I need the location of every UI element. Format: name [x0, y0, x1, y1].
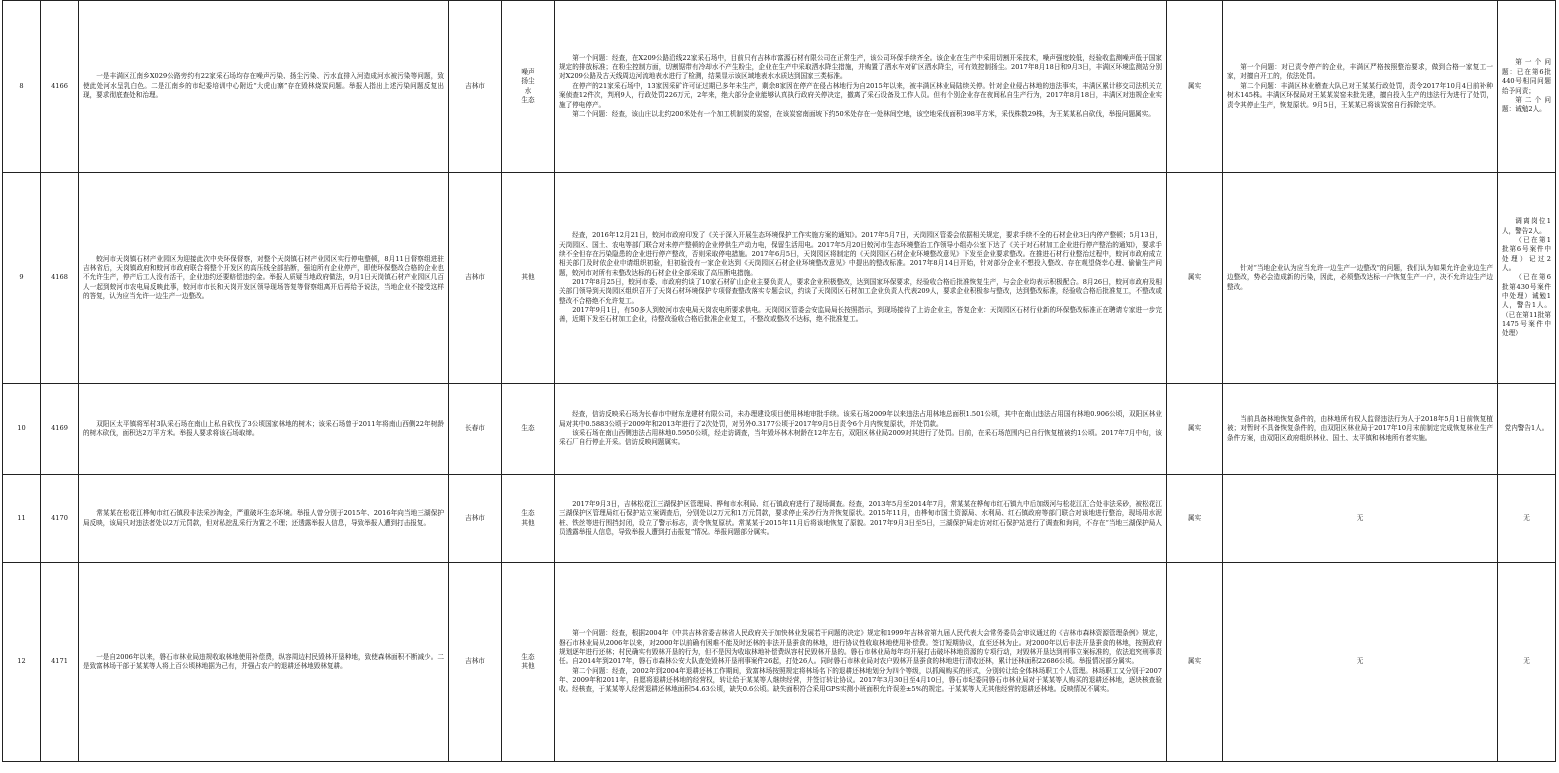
- accountability-paragraph: （已在第6批第430号案件中处理）诫勉1人，警告1人。（已在第11批第1475号案件中处理）: [1502, 273, 1551, 338]
- rectification-paragraph: 第二个问题：丰满区林业稽查大队已对王某某行政处罚，责令2017年10月4日前补种树木145株。丰满区环保局对王某某炭窑未批先建，擅自投入生产的违法行为进行了处罚，责令其停止生产，恢复原状。9月5日，王某某已将该炭窑自行拆除完毕。: [1227, 81, 1493, 109]
- complaint-cell: [79, 173, 449, 384]
- accountability-paragraph: 无: [1523, 513, 1530, 522]
- row-number: 12: [3, 563, 41, 762]
- pollution-type-cell: [502, 563, 555, 762]
- complaint-cell: [79, 475, 449, 563]
- result-paragraph: 第一个问题：经查，在X209公路沿线22家采石场中，目前只有吉林市富源石材有限公司在正常生产，该公司环保手续齐全。该企业在生产中采用切割开采技术，噪声强度较低，经验收监测噪声低于国家规定的排放标准；在粉尘控制方面，切割锯带有冷却水不产生粉尘，企业在生产中采取洒水降尘措施，并购置了洒水车对矿区洒水降尘，可有效控制扬尘。2017年8月18日和9月3日，丰满区环境监测站分别对X209公路及古天线周边河流地表水进行了检测，结果显示该区域地表水水质达到国家三类标准。: [559, 53, 1162, 81]
- result-paragraph: 2017年9月3日，吉林松花江三湖保护区管理局、桦甸市水利局、红石镇政府进行了现场调查。经查，2013年5月至2014年7月，常某某在桦甸市红石镇九中后加级河与松花江汇合处非法采砂，被松花江三湖保护区管理局红石保护站立案调查后，分别处以2万元和1万元罚款，要求停止采沙行为并恢复原状。2015年11月，由桦甸市国土资源局、水利局、红石镇政府等部门联合对该地进行整治，现场用水泥桩、铁丝等进行围挡封闭，设立了警示标志，责令恢复原状。常某某于2015年11月后将该地恢复了原貌。2017年9月3日至5日，三湖保护局走访对红石保护站进行了调查和询问，不存在“当地三湖保护局人员透露举报人信息，导致举报人遭到打击报复”情况。举报问题部分属实。: [559, 499, 1162, 536]
- investigation-result-cell: [555, 475, 1167, 563]
- case-id: 4171: [41, 563, 79, 762]
- verdict-cell: 属实: [1167, 384, 1223, 475]
- rectification-cell: [1223, 173, 1498, 384]
- table-row: [3, 1, 1556, 173]
- row-number: 8: [3, 1, 41, 173]
- pollution-type-cell: [502, 384, 555, 475]
- verdict-cell: 属实: [1167, 1, 1223, 173]
- rectification-cell: [1223, 1, 1498, 173]
- verdict-cell: 属实: [1167, 173, 1223, 384]
- accountability-paragraph: 调离岗位1人，警告2人。: [1502, 217, 1551, 235]
- accountability-cell: [1498, 1, 1556, 173]
- investigation-result-cell: [555, 1, 1167, 173]
- case-id: 4166: [41, 1, 79, 173]
- pollution-type: 生态: [521, 95, 535, 104]
- city-cell: 吉林市: [449, 1, 502, 173]
- pollution-type-cell: [502, 173, 555, 384]
- pollution-type: 生态: [521, 424, 535, 433]
- complaint-text: 一是丰满区江南乡X029公路旁约有22家采石场均存在噪声污染、扬尘污染、污水直排入河造成河水被污染等问题，致使此处河水呈乳白色。二是江南乡的市纪委培训中心附近“大虎山寨”存在毁林烧炭问题。举报人指出上述污染问题反复出现，要求彻底查处和治理。: [83, 72, 444, 100]
- city-cell: 吉林市: [449, 563, 502, 762]
- row-number: 11: [3, 475, 41, 563]
- rectification-paragraph: 无: [1356, 513, 1364, 522]
- result-paragraph: 在停产的21家采石场中，13家因采矿许可证过期已多年未生产，剩余8家因在停产在侵占林地行为自2015年以来，被丰满区林业局陆续关停。针对企业侵占林地的违法事实，丰满区累计移交司法机关立案侦查12件次，判刑9人，行政处罚226万元，2年来，绝大部分企业能够认真执行政府关停决定，撤离了采石设备及工作人员。但有个别企业存在夜间私自生产行为，2017年8月18日，丰满区对违规企业实施了停电停产。: [559, 81, 1162, 109]
- city-cell: 长春市: [449, 384, 502, 475]
- result-paragraph: 第一个问题：经查，根据2004年《中共吉林省委吉林省人民政府关于加快林业发展若干问题的决定》规定和1999年吉林省第九届人民代表大会常务委员会审议通过的《吉林市森林资源管理条例》规定，磐石市林业局从2006年以来，对2000年以前确有困难不能及时还林的非法开垦蚕食的林地，进行协议性收取林地使用补偿费。签订短期协议，直至还林为止。对2000年以后非法开垦蚕食的林地，按照政府规划逐年进行还林；村民确实有毁林开垦的行为，但不是因为收取林地补偿费纵容村民毁林开垦的。磐石市林业局每年均开展打击破坏林地资源的专项行动，对毁林开垦达到刑事立案标准的，依法追究刑事责任。自2014年到2017年，磐石市森林公安大队查处毁林开垦刑事案件26起，打处26人。同时磐石市林业局对农户毁林开垦蚕食的林地进行清收还林，累计还林面积22686公顷。举报情况部分属实。: [559, 629, 1162, 666]
- table-row: [3, 384, 1556, 475]
- investigation-result-cell: [555, 173, 1167, 384]
- accountability-paragraph: 党内警告1人。: [1504, 424, 1549, 433]
- complaint-text: 双阳区太平镇将军村3队采石场在南山上私自砍伐了3公顷国家林地的树木；该采石场曾于2011年将南山西侧22年树龄的树木砍伐，面积达2万平方米。举报人要求将该石场取缔。: [83, 419, 444, 437]
- result-paragraph: 2017年9月1日，有50多人到蛟河市农电局天岗农电所要求供电。天岗园区管委会安监局局长按照指示，到现场接待了上访企业主，答复企业：天岗园区石材行业新的环保整改标准正在聘请专家进一步完善，近期下发至石材加工企业，待整改验收合格后批准企业复工，不整改或整改不达标，绝不批准复工。: [559, 306, 1162, 324]
- accountability-paragraph: 第一个问题：已在第6批440号相同问题给予问责；: [1502, 58, 1551, 95]
- rectification-paragraph: 当前具备林地恢复条件的，由林地所有权人监督违法行为人于2018年5月1日前恢复植被；对暂时不具备恢复条件的，由双阳区林业局于2017年10月末前制定完成恢复林业生产条件方案，由双阳区政府组织林业、国土、太平镇和林地所有者实施。: [1227, 414, 1493, 442]
- accountability-paragraph: 无: [1523, 657, 1530, 666]
- complaint-cell: [79, 563, 449, 762]
- verdict-cell: 属实: [1167, 475, 1223, 563]
- rectification-cell: [1223, 384, 1498, 475]
- table-row: [3, 475, 1556, 563]
- result-paragraph: 该采石场在南山西侧违法占用林地0.5950公顷，经走访调查，当年毁坏林木树龄在12年左右，双阳区林业局2009对其进行了处罚。目前，在采石场范围内已自行恢复植被约1公顷。2017年7月中旬，该采石厂自行停止开采。信访反映问题属实。: [559, 429, 1162, 447]
- pollution-type-cell: [502, 475, 555, 563]
- pollution-type: 其他: [521, 518, 535, 527]
- case-id: 4168: [41, 173, 79, 384]
- case-table: [2, 0, 1556, 762]
- investigation-result-cell: [555, 563, 1167, 762]
- result-paragraph: 第二个问题：经查，该山庄以北约200米处有一个加工机制炭的炭窑，在该炭窑南面坡下约50米处存在一处林间空地，该空地采伐面积398平方米，采伐株数29株，为王某某私自砍伐，举报问题属实。: [572, 109, 1155, 118]
- pollution-type-cell: [502, 1, 555, 173]
- pollution-type: 噪声: [521, 67, 535, 76]
- result-paragraph: 经查，信访反映采石场为长春市中财东龙建材有限公司，未办理建设项目使用林地审批手续。该采石场2009年以来违法占用林地总面积1.501公顷，其中在南山违法占用国有林地0.906公顷，双阳区林业局对其中0.5883公顷于2009年和2013年进行了2次处罚，对另外0.3177公顷于2017年9月5日责令6个月内恢复原状，并处罚款。: [559, 410, 1162, 428]
- row-number: 10: [3, 384, 41, 475]
- rectification-paragraph: 无: [1356, 657, 1364, 666]
- complaint-text: 一是自2006年以来，磐石市林业局违规收取林地使用补偿费，纵容周边村民毁林开垦种地，致使森林面积不断减少。二是致富林场干部于某某等人将上百公顷林地据为己有，并强占农户的退耕还林地毁林复耕。: [83, 652, 444, 670]
- complaint-text: 常某某在松花江桦甸市红石镇段非法采沙淘金，严重破坏生态环境。举报人曾分别于2015年、2016年向当地三湖保护局反映，该局只对违法者处以2万元罚款，但对私挖乱采行为置之不理；还透露举报人信息，导致举报人遭到打击报复。: [83, 509, 444, 527]
- case-id: 4170: [41, 475, 79, 563]
- result-paragraph: 经查，2016年12月21日，蛟河市政府印发了《关于深入开展生态环境保护工作实施方案的通知》。2017年5月7日，天岗园区管委会依据相关规定，要求手续不全的石材企业3日内停产整顿；5月13日，天岗园区、国土、农电等部门联合对未停产整顿的企业停供生产动力电，保留生活用电。2017年5月20日蛟河市生态环境整治工作领导小组办公室下达了《关于对石材加工企业进行停产整治的通知》，要求手续不全但存在污染隐患的企业进行停产整改，否则采取停电措施。2017年6月5日，天岗园区将制定的《天岗园区石材企业环境整改意见》下发至企业要求整改。在推进石材行业整治过程中，蛟河市政府成立相关部门及时依企业申请组织初验，但初验没有一家企业达到《天岗园区石材企业环境整改意见》中提出的整改标准。2017年8月14日开始，针对部分企业不想投入整改、存在观望侥幸心理、偷偷生产问题，蛟河市对所有未整改达标的石材企业全部采取了高压断电措施。: [559, 231, 1162, 277]
- accountability-cell: [1498, 563, 1556, 762]
- rectification-cell: [1223, 563, 1498, 762]
- table-row: [3, 563, 1556, 762]
- rectification-paragraph: 第一个问题：对已责令停产的企业，丰满区严格按照整治要求，做到合格一家复工一家，对擅自开工的，依法处罚。: [1227, 63, 1493, 81]
- accountability-paragraph: 第二个问题：诫勉2人。: [1502, 95, 1551, 114]
- rectification-paragraph: 针对“当地企业认为应当允许一边生产一边整改”的问题，我们认为如果允许企业边生产边整改，势必会造成新的污染，因此，必须整改达标一户恢复生产一户，决不允许边生产边整改。: [1227, 263, 1493, 291]
- pollution-type: 扬尘: [521, 77, 535, 86]
- accountability-cell: [1498, 384, 1556, 475]
- accountability-paragraph: （已在第1批第6号案件中处理）记过2人。: [1502, 235, 1551, 272]
- pollution-type: 其他: [521, 662, 535, 670]
- result-paragraph: 2017年8月25日，蛟河市委、市政府约谈了10家石材矿山企业主要负责人，要求企业积极整改，达到国家环保要求，经验收合格后批准恢复生产，与会企业均表示积极配合。8月26日，蛟河市政府及相关部门领导到天岗园区组织召开了天岗石材环境保护专项督查整改落实专题会议，约谈了天岗园区石材加工企业负责人代表209人，要求企业积极参与整改，达到整改标准，经验收合格后批准复工，不整改或整改不合格绝不允许复工。: [559, 278, 1162, 305]
- city-cell: 吉林市: [449, 475, 502, 563]
- row-number: 9: [3, 173, 41, 384]
- case-id: 4169: [41, 384, 79, 475]
- investigation-result-cell: [555, 384, 1167, 475]
- pollution-type: 生态: [521, 509, 535, 518]
- complaint-cell: [79, 1, 449, 173]
- pollution-type: 生态: [521, 652, 535, 661]
- accountability-cell: [1498, 173, 1556, 384]
- table-row: [3, 173, 1556, 384]
- pollution-type: 水: [524, 86, 532, 95]
- complaint-text: 蛟河市天岗镇石材产业园区为迎接此次中央环保督察，对整个天岗镇石材产业园区实行停电整顿，8月11日督察组进驻吉林省后，天岗镇政府和蛟河市政府联合将整个开发区的高压线全部掐断，强迫所有企业停产，即使环保整改合格的企业也不允许生产，停产后工人没有活干，企业违约还要赔偿违约金。举报人质疑当地政府做法，9月1日天岗镇石材产业园区几百人一起到蛟河市农电局反映此事，蛟河市市长和天岗开发区领导现场答复等督察组离开后再给予说法，当地企业不接受这样的答复，认为应当允许一边生产一边整改。: [83, 254, 444, 301]
- accountability-cell: [1498, 475, 1556, 563]
- result-paragraph: 第二个问题：经查，2002年到2004年退耕还林工作期间，致富林场按照规定将林场名下的退耕还林地划分为四个等级，以抓阄购买的形式，分别转让给全体林场职工个人管理。林场职工又分别于2007年、2009年和2011年，自愿将退耕还林地的经营权，转让给于某某等人继续经营，并签订转让协议。2017年3月30日至4月10日，磐石市纪委同磐石市林业局对于某某等人购买的退耕还林地，逐块核查验收。经核查，于某某等人经营退耕还林地面积54.63公顷，缺失0.6公顷。缺失面积符合采用GPS实测小班面积允许误差±5%的规定。于某某等人无其他经营的退耕还林地。反映情况不属实。: [559, 666, 1162, 694]
- rectification-cell: [1223, 475, 1498, 563]
- complaint-cell: [79, 384, 449, 475]
- pollution-type: 其他: [521, 273, 535, 282]
- city-cell: 吉林市: [449, 173, 502, 384]
- verdict-cell: 属实: [1167, 563, 1223, 762]
